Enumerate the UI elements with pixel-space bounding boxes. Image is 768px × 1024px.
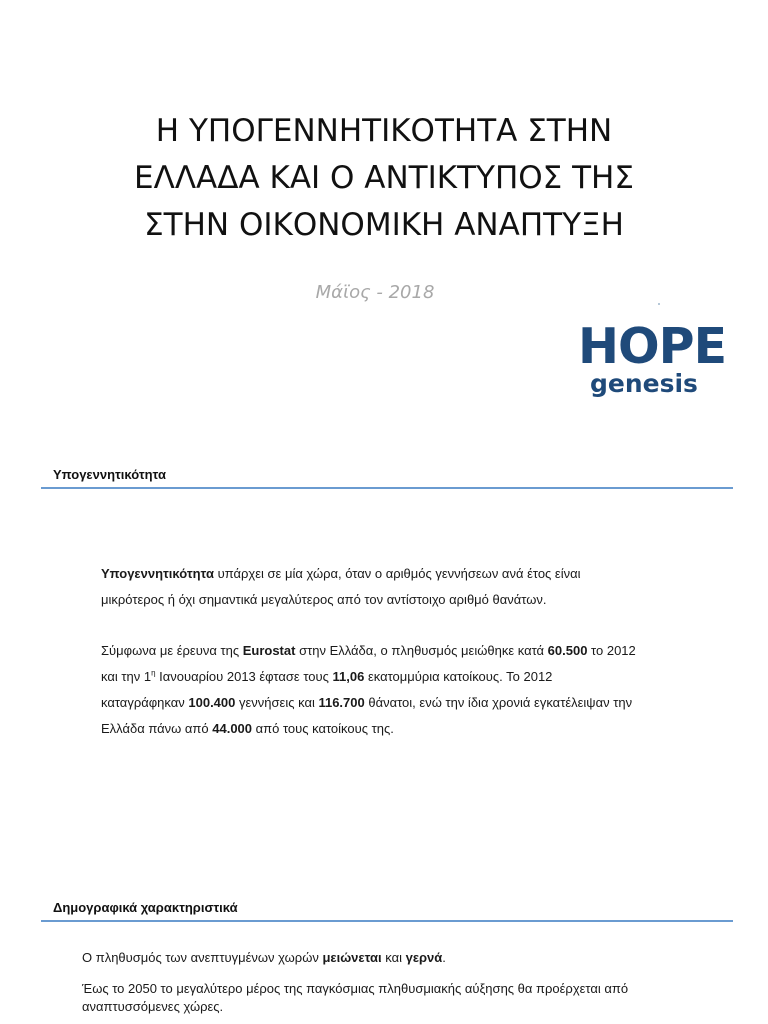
paragraph-line [101, 638, 636, 664]
paragraph-2050-projection [82, 980, 628, 1016]
text-run: και [381, 950, 406, 965]
section-heading-demographics: Δημογραφικά χαρακτηριστικά [53, 900, 238, 915]
text-run: εκατομμύρια κατοίκους. Το 2012 [364, 669, 553, 684]
paragraph-population-trend [82, 945, 446, 971]
document-date: Μάϊος - 2018 [315, 282, 435, 303]
text-run: . [442, 950, 446, 965]
logo-text-hope: HOPE [578, 318, 727, 375]
paragraph-line: αναπτυσσόμενες χώρες. [82, 999, 224, 1014]
bold-term: Υπογεννητικότητα [101, 566, 214, 581]
section-heading-underbirth: Υπογεννητικότητα [53, 467, 166, 482]
section-divider [41, 920, 733, 922]
section-divider [41, 487, 733, 489]
logo-dot [658, 303, 660, 305]
text-run: Σύμφωνα με έρευνα της [101, 643, 243, 658]
text-run: γεννήσεις και [235, 695, 319, 710]
text-run: καταγράφηκαν [101, 695, 189, 710]
paragraph-line [82, 945, 446, 971]
title-line-1: Η ΥΠΟΓΕΝΝΗΤΙΚΟΤΗΤΑ ΣΤΗΝ [155, 113, 613, 149]
bold-term: γερνά [405, 950, 443, 965]
paragraph-line [101, 716, 636, 742]
bold-term: Eurostat [242, 643, 296, 658]
bold-number: 44.000 [212, 721, 253, 736]
hope-genesis-logo [578, 318, 728, 402]
text-run: στην Ελλάδα, ο πληθυσμός μειώθηκε κατά [295, 643, 548, 658]
bold-term: μειώνεται [322, 950, 382, 965]
text-run: Ελλάδα πάνω από [101, 721, 213, 736]
text-run: από τους κατοίκους της. [252, 721, 394, 736]
text-run: το 2012 [587, 643, 636, 658]
paragraph-line [101, 690, 636, 716]
bold-number: 116.700 [318, 695, 365, 710]
text-run: Ιανουαρίου 2013 έφτασε τους [155, 669, 333, 684]
paragraph-line [101, 561, 581, 587]
text-run: υπάρχει σε μία χώρα, όταν ο αριθμός γεννήσεων ανά έτος είναι [214, 566, 581, 581]
bold-number: 11,06 [332, 669, 365, 684]
title-line-3: ΣΤΗΝ ΟΙΚΟΝΟΜΙΚΗ ΑΝΑΠΤΥΞΗ [144, 207, 624, 243]
document-title [60, 108, 708, 249]
bold-number: 100.400 [188, 695, 236, 710]
paragraph-line: Έως το 2050 το μεγαλύτερο μέρος της παγκόσμιας πληθυσμιακής αύξησης θα προέρχεται από [82, 981, 629, 996]
superscript: η [151, 668, 156, 678]
paragraph-line [101, 664, 636, 690]
paragraph-line: μικρότερος ή όχι σημαντικά μεγαλύτερος από τον αντίστοιχο αριθμό θανάτων. [101, 592, 547, 607]
text-run: Ο πληθυσμός των ανεπτυγμένων χωρών [82, 950, 323, 965]
text-run: και την 1 [101, 669, 152, 684]
logo-text-genesis: genesis [590, 369, 698, 398]
paragraph-eurostat [101, 638, 636, 742]
bold-number: 60.500 [547, 643, 588, 658]
text-run: θάνατοι, ενώ την ίδια χρονιά εγκατέλειψαν την [364, 695, 633, 710]
title-line-2: ΕΛΛΑΔΑ ΚΑΙ Ο ΑΝΤΙΚΤΥΠΟΣ ΤΗΣ [134, 160, 634, 196]
paragraph-definition [101, 561, 581, 613]
